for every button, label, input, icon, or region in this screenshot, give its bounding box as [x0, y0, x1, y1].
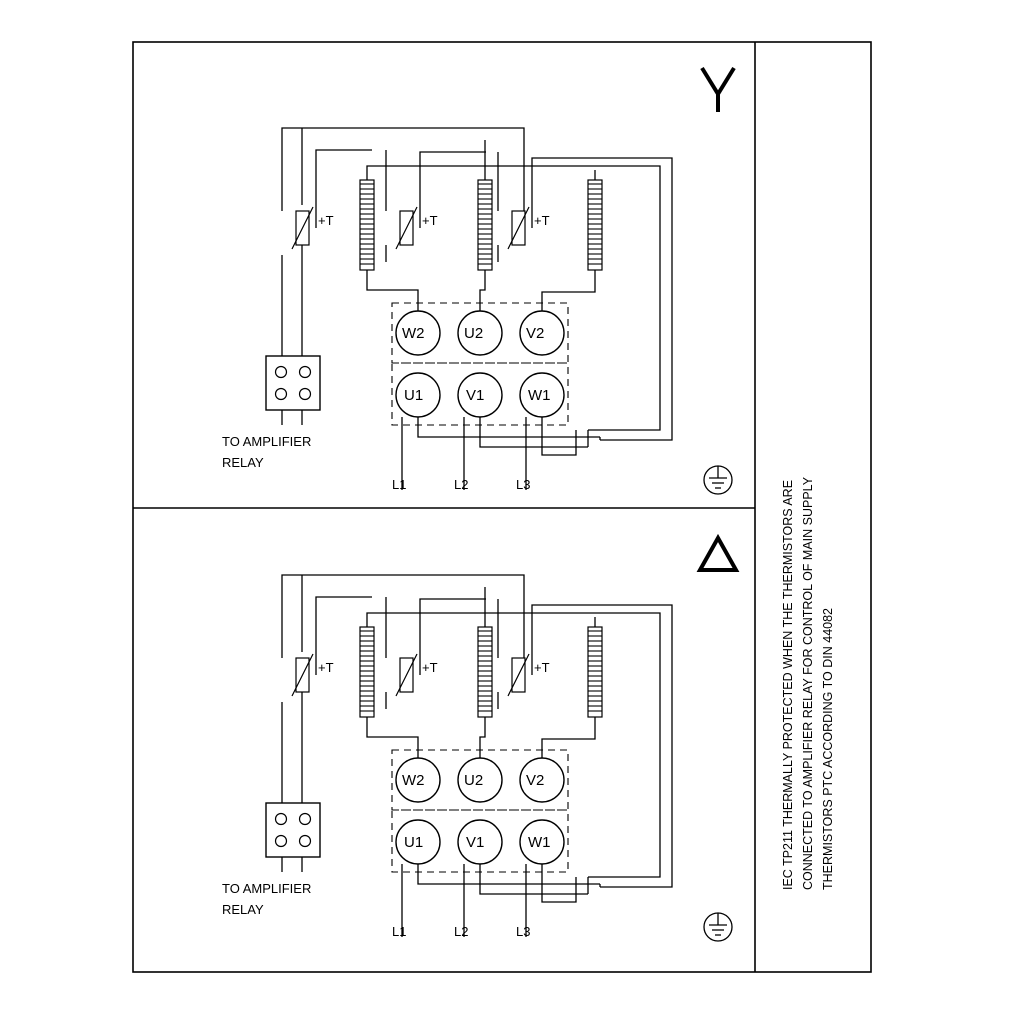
wye-connection-icon: [702, 68, 734, 112]
terminal-label-w2: W2: [402, 772, 425, 789]
supply-label-l1: L1: [392, 924, 407, 939]
terminal-label-v2: V2: [526, 772, 545, 789]
amplifier-relay-label-line1: TO AMPLIFIER: [222, 881, 312, 896]
thermistor-label-1: +T: [318, 213, 334, 228]
wiring-lines: [282, 575, 672, 937]
amplifier-relay-label-line1: TO AMPLIFIER: [222, 434, 312, 449]
thermistor-label-3: +T: [534, 660, 550, 675]
winding-coil-1: [360, 627, 374, 717]
supply-label-l1: L1: [392, 477, 407, 492]
winding-coil-2: [478, 180, 492, 270]
terminal-label-u1: U1: [404, 387, 424, 404]
earth-ground-icon: [704, 466, 732, 494]
earth-ground-icon: [704, 913, 732, 941]
winding-coil-3: [588, 627, 602, 717]
terminal-label-u2: U2: [464, 772, 484, 789]
panel-star: [266, 68, 734, 494]
terminal-label-w1: W1: [528, 387, 551, 404]
terminal-label-v1: V1: [466, 834, 485, 851]
winding-coil-2: [478, 627, 492, 717]
thermistor-3: [508, 207, 529, 249]
terminal-label-v1: V1: [466, 387, 485, 404]
thermistor-label-2: +T: [422, 213, 438, 228]
supply-label-l2: L2: [454, 924, 469, 939]
winding-coil-3: [588, 180, 602, 270]
supply-label-l3: L3: [516, 924, 531, 939]
terminal-label-w2: W2: [402, 325, 425, 342]
thermistor-2: [396, 207, 417, 249]
side-note-line2: CONNECTED TO AMPLIFIER RELAY FOR CONTROL OF MAIN SUPPLY: [801, 476, 815, 890]
side-note-line3: THERMISTORS PTC ACCORDING TO DIN 44082: [821, 607, 835, 890]
side-note-line1: IEC TP211 THERMALLY PROTECTED WHEN THE THERMISTORS ARE: [781, 479, 795, 890]
frame-border: [133, 42, 871, 972]
thermistor-1: [292, 207, 313, 249]
amplifier-relay-label-line2: RELAY: [222, 455, 264, 470]
amplifier-terminal-block: [266, 803, 320, 857]
wiring-lines: [282, 128, 672, 490]
thermistor-label-1: +T: [318, 660, 334, 675]
amplifier-relay-label-line2: RELAY: [222, 902, 264, 917]
supply-label-l2: L2: [454, 477, 469, 492]
thermistor-2: [396, 654, 417, 696]
terminal-label-v2: V2: [526, 325, 545, 342]
thermistor-1: [292, 654, 313, 696]
terminal-label-w1: W1: [528, 834, 551, 851]
winding-coil-1: [360, 180, 374, 270]
supply-label-l3: L3: [516, 477, 531, 492]
thermistor-label-3: +T: [534, 213, 550, 228]
delta-connection-icon: [700, 538, 736, 570]
amplifier-terminal-block: [266, 356, 320, 410]
thermistor-3: [508, 654, 529, 696]
panel-delta: [266, 538, 736, 941]
terminal-label-u1: U1: [404, 834, 424, 851]
thermistor-label-2: +T: [422, 660, 438, 675]
terminal-label-u2: U2: [464, 325, 484, 342]
